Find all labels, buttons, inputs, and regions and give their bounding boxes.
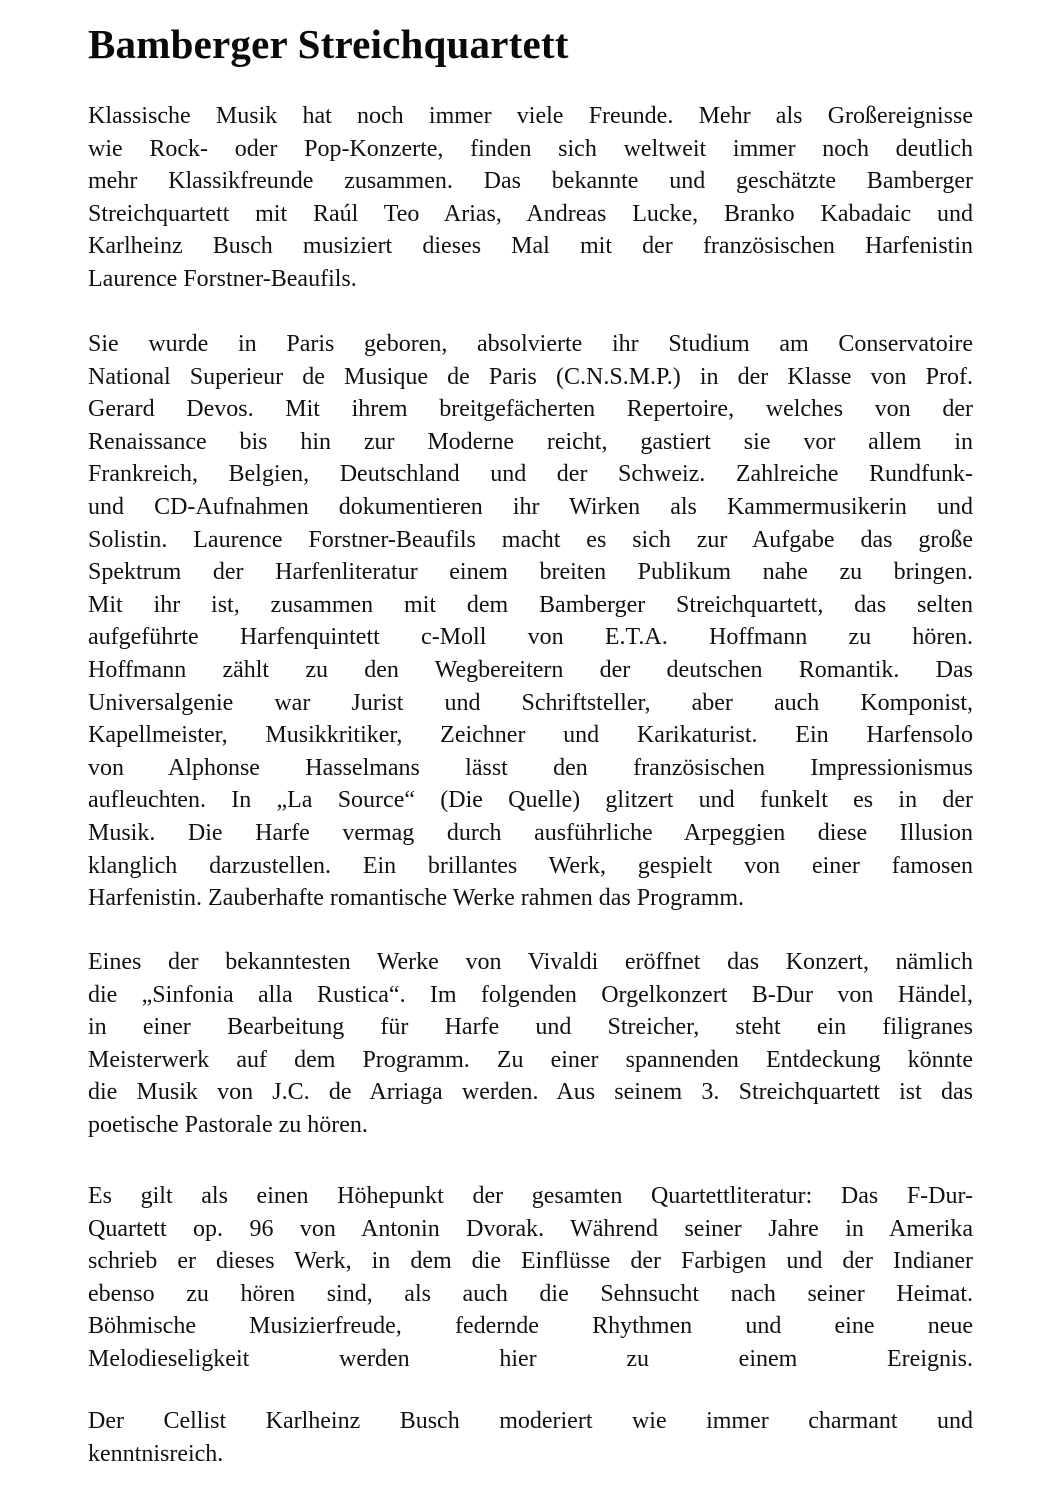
text-line: Spektrum der Harfenliteratur einem breiten Publikum nahe zu bringen. [88,559,973,586]
text-line: die Musik von J.C. de Arriaga werden. Aus seinem 3. Streichquartett ist das [88,1079,973,1106]
paragraph-program [88,946,973,1142]
text-line: Quartett op. 96 von Antonin Dvorak. Während seiner Jahre in Amerika [88,1215,973,1242]
text-line: Universalgenie war Jurist und Schriftsteller, aber auch Komponist, [88,689,973,716]
text-line: schrieb er dieses Werk, in dem die Einflüsse der Farbigen und der Indianer [88,1248,973,1275]
text-line: Sie wurde in Paris geboren, absolvierte ihr Studium am Conservatoire [88,331,973,357]
text-line: National Superieur de Musique de Paris (C.N.S.M.P.) in der Klasse von Prof. [88,363,973,390]
text-line: in einer Bearbeitung für Harfe und Streicher, steht ein filigranes [88,1014,973,1041]
text-line: Hoffmann zählt zu den Wegbereitern der deutschen Romantik. Das [88,656,973,683]
text-line: Meisterwerk auf dem Programm. Zu einer spannenden Entdeckung könnte [88,1046,973,1073]
text-line: Harfenistin. Zauberhafte romantische Werke rahmen das Programm. [88,885,745,912]
text-line: und CD-Aufnahmen dokumentieren ihr Wirken als Kammermusikerin und [88,493,973,520]
text-line: Renaissance bis hin zur Moderne reicht, gastiert sie vor allem in [88,428,973,455]
text-line: Melodieseligkeit werden hier zu einem Ereignis. [88,1345,973,1372]
text-line: Böhmische Musizierfreude, federnde Rhythmen und eine neue [88,1313,973,1340]
text-line: Klassische Musik hat noch immer viele Freunde. Mehr als Großereignisse [88,103,973,129]
text-line: aufgeführte Harfenquintett c-Moll von E.T.A. Hoffmann zu hören. [88,624,973,651]
text-line: mehr Klassikfreunde zusammen. Das bekannte und geschätzte Bamberger [88,168,973,195]
text-line: Laurence Forstner-Beaufils. [88,265,357,292]
text-line: klanglich darzustellen. Ein brillantes Werk, gespielt von einer famosen [88,852,973,879]
paragraph-dvorak [88,1180,973,1376]
paragraph-harpist-bio [88,328,973,915]
text-line: Kapellmeister, Musikkritiker, Zeichner und Karikaturist. Ein Harfensolo [88,722,973,749]
text-line: Streichquartett mit Raúl Teo Arias, Andreas Lucke, Branko Kabadaic und [88,200,973,227]
text-line: Musik. Die Harfe vermag durch ausführliche Arpeggien diese Illusion [88,819,973,846]
text-line: wie Rock- oder Pop-Konzerte, finden sich weltweit immer noch deutlich [88,135,973,162]
text-line: Es gilt als einen Höhepunkt der gesamten Quartettliteratur: Das F-Dur- [88,1183,973,1209]
text-line: Der Cellist Karlheinz Busch moderiert wie immer charmant und [88,1408,973,1434]
text-line: Gerard Devos. Mit ihrem breitgefächerten Repertoire, welches von der [88,396,973,423]
text-line: die „Sinfonia alla Rustica“. Im folgenden Orgelkonzert B-Dur von Händel, [88,981,973,1008]
text-line: Eines der bekanntesten Werke von Vivaldi eröffnet das Konzert, nämlich [88,949,973,975]
text-line: Solistin. Laurence Forstner-Beaufils macht es sich zur Aufgabe das große [88,526,973,553]
text-line: kenntnisreich. [88,1440,224,1467]
text-line: poetische Pastorale zu hören. [88,1111,368,1138]
text-line: ebenso zu hören sind, als auch die Sehnsucht nach seiner Heimat. [88,1280,973,1307]
text-line: von Alphonse Hasselmans lässt den französischen Impressionismus [88,754,973,781]
text-line: Mit ihr ist, zusammen mit dem Bamberger Streichquartett, das selten [88,591,973,618]
document-title: Bamberger Streichquartett [88,21,569,67]
paragraph-intro [88,100,973,296]
text-line: Frankreich, Belgien, Deutschland und der Schweiz. Zahlreiche Rundfunk- [88,461,973,488]
paragraph-moderator [88,1405,973,1470]
text-line: aufleuchten. In „La Source“ (Die Quelle) glitzert und funkelt es in der [88,787,973,814]
text-line: Karlheinz Busch musiziert dieses Mal mit der französischen Harfenistin [88,233,973,260]
